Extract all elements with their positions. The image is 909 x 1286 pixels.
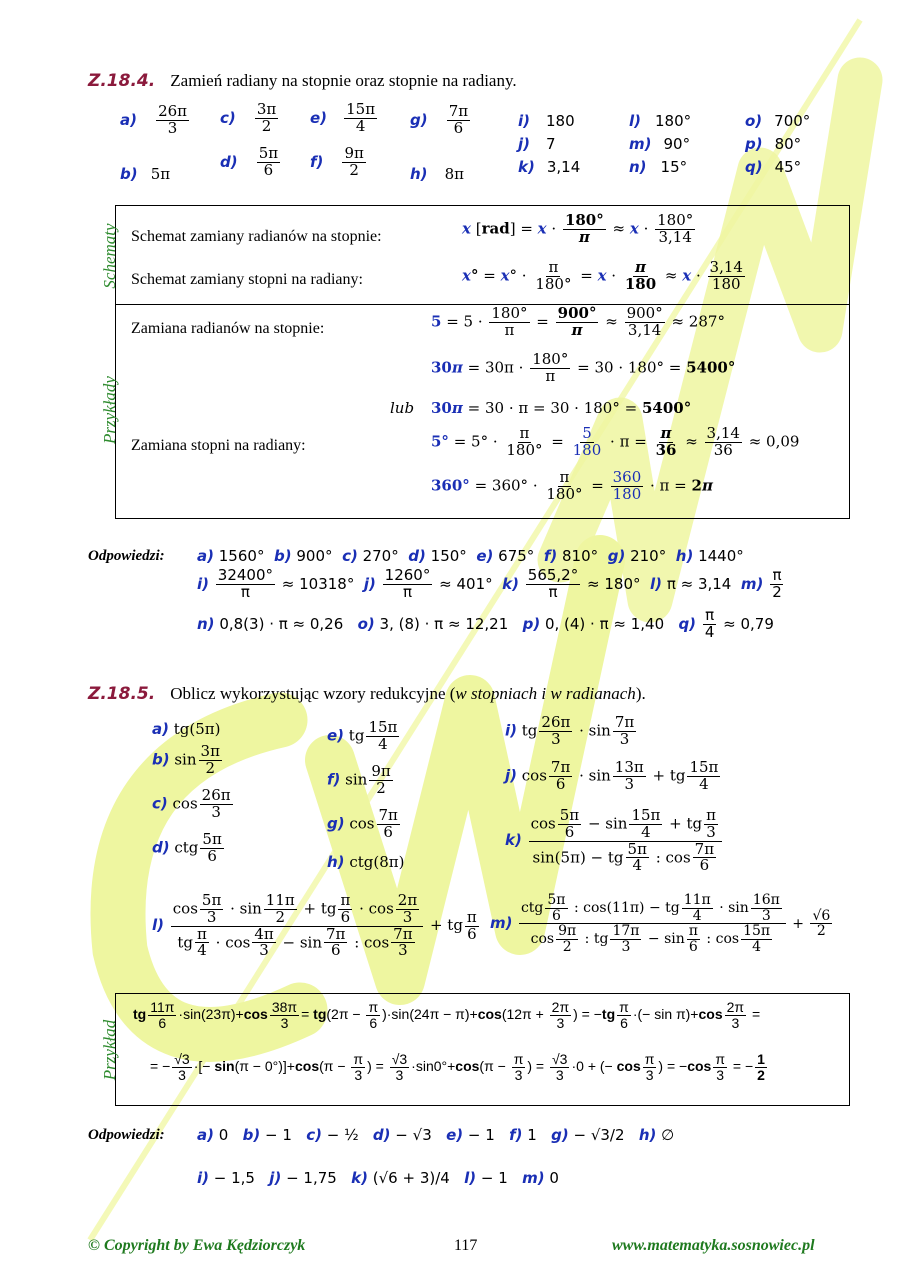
exercise-text: Zamień radiany na stopnie oraz stopnie na radiany. <box>170 71 517 90</box>
task-m: m) ctg $\frac{5\pi}{6}$ : cos(11π) − tg $\frac{11\pi}{4}$ · sin $\frac{16\pi}{3}$ cos $\frac{9\pi}{2}$ : tg $\frac{17\pi}{3}$ − sin $\frac{\pi}{6}$ : cos $\frac{15\pi}{4}$ + $\frac{√6}{2}$ <box>490 892 831 956</box>
task-b: b) sin $\frac{3\pi}{2}$ <box>152 742 220 777</box>
task-f: f) sin $\frac{9\pi}{2}$ <box>327 762 391 797</box>
scheme-1-text: Schemat zamiany radianów na stopnie: <box>131 228 382 245</box>
task-i: i) tg $\frac{26\pi}{3}$ · sin $\frac{7\pi}{3}$ <box>505 713 635 748</box>
task-c: c) cos $\frac{26\pi}{3}$ <box>152 786 231 821</box>
item-f: f) $\frac{9\pi}{2}$ <box>310 144 364 179</box>
task-h: h) ctg(8π) <box>327 853 405 871</box>
example-1b: 30π = 30π · $\frac{180^\circ}{\pi}$ = 30 · 180° = 5400° <box>431 350 736 385</box>
footer-copyright: © Copyright by Ewa Kędziorczyk <box>88 1237 306 1254</box>
item-p: p) 80° <box>745 135 802 153</box>
example-1-title: Zamiana radianów na stopnie: <box>131 320 325 337</box>
item-b: b) 5π <box>120 165 171 183</box>
example-2-title: Zamiana stopni na radiany: <box>131 437 306 454</box>
item-j: j) 7 <box>518 135 556 153</box>
item-h: h) 8π <box>410 165 465 183</box>
answers-185-row-2: i) − 1,5 j) − 1,75 k) (√6 + 3)/4 l) − 1 m) 0 <box>197 1169 559 1187</box>
task-l: l) cos $\frac{5\pi}{3}$ · sin $\frac{11\pi}{2}$ + tg $\frac{\pi}{6}$ · cos $\frac{2\pi}{3}$ tg $\frac{\pi}{4}$ · cos $\frac{4\pi}{3}$ − sin $\frac{7\pi}{6}$ : cos $\frac{7\pi}{3}$ + tg $\frac{\pi}{6}$ <box>152 891 477 960</box>
scheme-2-text: Schemat zamiany stopni na radiany: <box>131 271 363 288</box>
footer-site-link[interactable]: www.matematyka.sosnowiec.pl <box>612 1237 815 1254</box>
item-q: q) 45° <box>745 158 802 176</box>
exercise-number: Z.18.4. <box>88 71 156 91</box>
scheme-2-formula: x° = x° · $\frac{\pi}{180^\circ}$ = x · $\frac{\pi}{180}$ ≈ x · $\frac{3,14}{180}$ <box>462 258 743 293</box>
answers-head-185: Odpowiedzi: <box>88 1127 165 1143</box>
item-c: c) $\frac{3\pi}{2}$ <box>220 100 277 135</box>
task-d: d) ctg $\frac{5\pi}{6}$ <box>152 830 222 865</box>
answers-row-2: i) $\frac{32400^\circ}{\pi}$ ≈ 10318° j) $\frac{1260^\circ}{\pi}$ ≈ 401° k) $\frac{565,2^\circ}{\pi}$ ≈ 180° l) π ≈ 3,14 m) $\frac{\pi}{2}$ <box>197 566 782 601</box>
answers-row-1: a) 1560° b) 900° c) 270° d) 150° e) 675° f) 810° g) 210° h) 1440° <box>197 547 744 565</box>
task-j: j) cos $\frac{7\pi}{6}$ · sin $\frac{13\pi}{3}$ + tg $\frac{15\pi}{4}$ <box>505 758 719 793</box>
item-g: g) $\frac{7\pi}{6}$ <box>410 102 469 137</box>
task-e: e) tg $\frac{15\pi}{4}$ <box>327 718 398 753</box>
example-line-2: = − $\frac{√3}{3}$ ·[− sin(π − 0°)]+cos(π − $\frac{\pi}{3}$ ) = $\frac{√3}{3}$ ·sin0°+cos(π − $\frac{\pi}{3}$ ) = $\frac{√3}{3}$ ·0 + (− cos $\frac{\pi}{3}$ ) = −cos $\frac{\pi}{3}$ = − $\frac{1}{2}$ <box>150 1051 765 1083</box>
item-n: n) 15° <box>629 158 688 176</box>
example-2b: 360° = 360° · $\frac{\pi}{180^\circ}$ = $\frac{360}{180}$ · π = 2π <box>431 468 713 503</box>
lub-text: lub <box>390 399 415 417</box>
answers-head-184: Odpowiedzi: <box>88 548 165 564</box>
example-2a: 5° = 5° · $\frac{\pi}{180^\circ}$ = $\frac{5}{180}$ · π = $\frac{\pi}{36}$ ≈ $\frac{3,14}{36}$ ≈ 0,09 <box>431 424 800 459</box>
exercise-18-5-header: Z.18.5. Oblicz wykorzystując wzory redukcyjne (w stopniach i w radianach). <box>88 684 646 704</box>
example-1c: 30π = 30 · π = 30 · 180° = 5400° <box>431 399 692 417</box>
scheme-1-formula: x [rad] = x · $\frac{180^\circ}{\pi}$ ≈ x · $\frac{180^\circ}{3,14}$ <box>462 211 694 246</box>
task-g: g) cos $\frac{7\pi}{6}$ <box>327 806 398 841</box>
przyklady-label: Przykłady <box>100 376 119 444</box>
answers-row-3: n) 0,8(3) · π ≈ 0,26 o) 3, (8) · π ≈ 12,21 p) 0, (4) · π ≈ 1,40 q) $\frac{\pi}{4}$ ≈ 0,79 <box>197 606 774 641</box>
item-i: i) 180 <box>518 112 575 130</box>
example-1a: 5 = 5 · $\frac{180^\circ}{\pi}$ = $\frac{900^\circ}{\pi}$ ≈ $\frac{900^\circ}{3,14}$ ≈ 287° <box>431 304 725 339</box>
item-k: k) 3,14 <box>518 158 581 176</box>
task-a: a) tg(5π) <box>152 720 221 738</box>
przyklad-label: Przykład <box>100 1019 119 1081</box>
task-k: k) cos $\frac{5\pi}{6}$ − sin $\frac{15\pi}{4}$ + tg $\frac{\pi}{3}$ sin(5π) − tg $\frac{5\pi}{4}$ : cos $\frac{7\pi}{6}$ <box>505 808 724 874</box>
scheme-divider <box>115 304 849 305</box>
exercise-18-4-header <box>88 71 517 91</box>
answers-185-row-1: a) 0 b) − 1 c) − ½ d) − √3 e) − 1 f) 1 g) − √3/2 h) ∅ <box>197 1126 675 1144</box>
item-o: o) 700° <box>745 112 811 130</box>
schematy-label: Schematy <box>100 223 119 289</box>
item-a: a) $\frac{26\pi}{3}$ <box>120 102 188 137</box>
example-line-1: tg $\frac{11\pi}{6}$ ·sin(23π)+cos $\frac{38\pi}{3}$ = tg(2π − $\frac{\pi}{6}$ )·sin(24π − π)+cos(12π + $\frac{2\pi}{3}$ ) = −tg $\frac{\pi}{6}$ ·(− sin π)+cos $\frac{2\pi}{3}$ = <box>133 999 761 1031</box>
item-m: m) 90° <box>629 135 691 153</box>
page-number: 117 <box>454 1237 478 1254</box>
item-l: l) 180° <box>629 112 692 130</box>
item-e: e) $\frac{15\pi}{4}$ <box>310 100 376 135</box>
item-d: d) $\frac{5\pi}{6}$ <box>220 144 279 179</box>
